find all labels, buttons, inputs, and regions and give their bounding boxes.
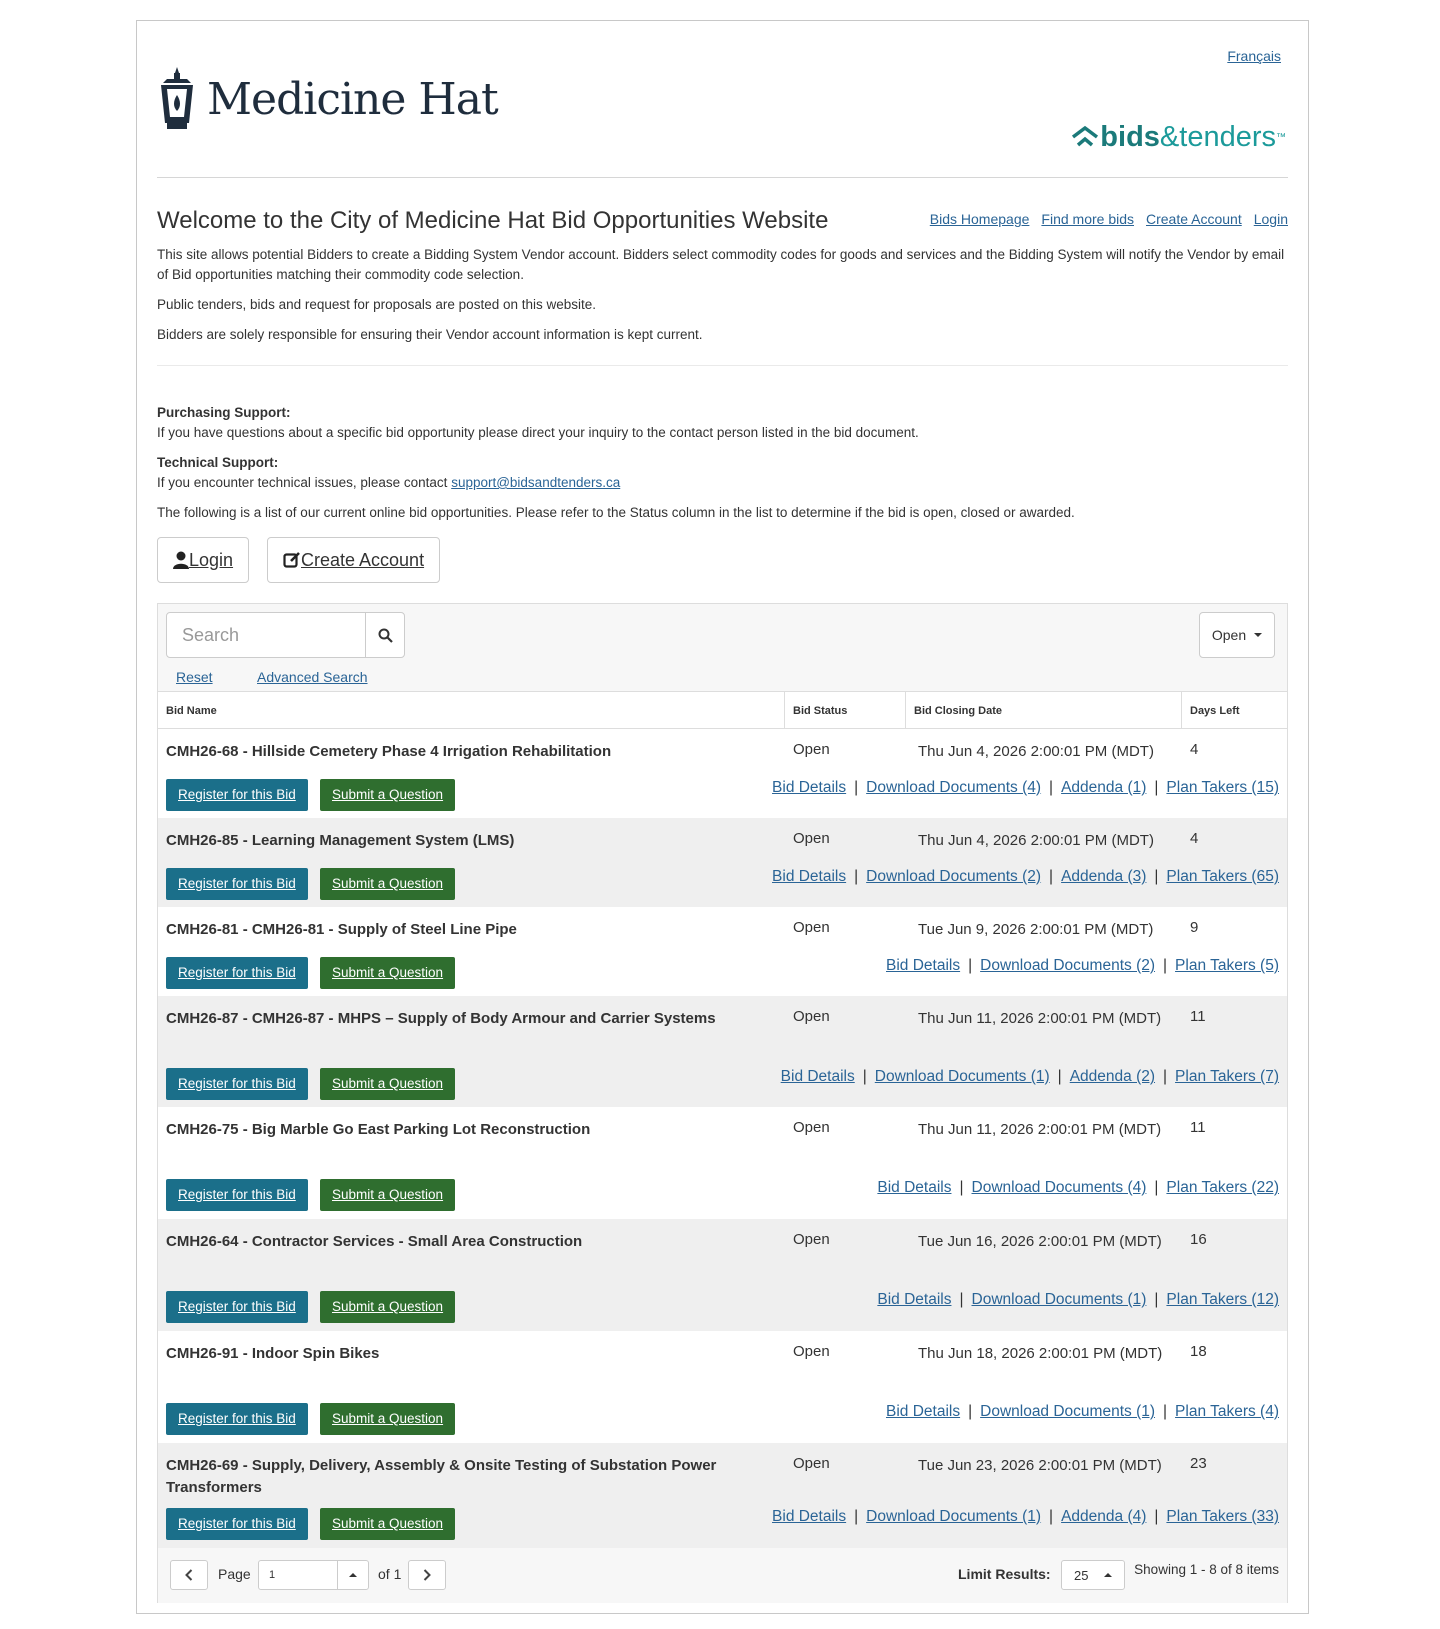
chevron-right-icon [423,1569,431,1581]
bid-status: Open [793,1455,830,1472]
purchasing-support-text: If you have questions about a specific bid opportunity please direct your inquiry to the contact person listed in the bid document. [157,425,919,440]
page-frame [136,20,1309,1614]
bid-details-link[interactable]: Bid Details [772,779,847,796]
technical-support-line [157,473,1288,493]
addenda-link[interactable]: Addenda (3) [1061,868,1147,885]
bid-links: Bid Details | Download Documents (1) | Addenda (2) | Plan Takers (7) [780,1068,1279,1085]
col-days-left[interactable]: Days Left [1181,692,1291,730]
plan-takers-link[interactable]: Plan Takers (15) [1166,779,1279,796]
addenda-link[interactable]: Addenda (1) [1061,779,1147,796]
caret-up-icon [349,1573,357,1577]
intro-divider [157,365,1288,366]
page-number-spinner[interactable] [337,1560,369,1590]
download-documents-link[interactable]: Download Documents (4) [866,779,1042,796]
bid-details-link[interactable]: Bid Details [772,1508,847,1525]
submit-question-button[interactable]: Submit a Question [320,1403,455,1435]
bid-links: Bid Details | Download Documents (2) | Plan Takers (5) [886,957,1279,974]
bid-closing-date: Tue Jun 9, 2026 2:00:01 PM (MDT) [918,921,1154,938]
list-intro-text: The following is a list of our current online bid opportunities. Please refer to the Status column in the list to determine if the bid is open, closed or awarded. [157,505,1075,520]
next-page-button[interactable] [408,1560,446,1590]
chevron-down-icon [1254,633,1262,637]
edit-icon [283,551,301,569]
table-row [158,907,1287,996]
submit-question-button[interactable]: Submit a Question [320,1291,455,1323]
submit-question-button[interactable]: Submit a Question [320,1068,455,1100]
table-row [158,729,1287,818]
page-count-label: of 1 [378,1566,402,1582]
plan-takers-link[interactable]: Plan Takers (33) [1166,1508,1279,1525]
register-for-bid-button[interactable]: Register for this Bid [166,1291,308,1323]
language-link[interactable]: Français [1227,48,1281,64]
bid-days-left: 9 [1190,919,1199,936]
bid-details-link[interactable]: Bid Details [886,1403,961,1420]
showing-count: Showing 1 - 8 of 8 items [1134,1562,1279,1577]
bid-name: CMH26-91 - Indoor Spin Bikes [166,1345,380,1362]
login-link[interactable]: Login [1253,211,1288,227]
plan-takers-link[interactable]: Plan Takers (4) [1175,1403,1279,1420]
chevron-left-icon [185,1569,193,1581]
bid-status: Open [793,830,830,847]
download-documents-link[interactable]: Download Documents (1) [866,1508,1042,1525]
bid-days-left: 16 [1190,1231,1207,1248]
limit-results-label: Limit Results: [958,1566,1051,1582]
bid-links: Bid Details | Download Documents (4) | Addenda (1) | Plan Takers (15) [772,779,1279,796]
page-title: Welcome to the City of Medicine Hat Bid Opportunities Website [157,207,829,234]
bid-status: Open [793,919,830,936]
bid-links: Bid Details | Download Documents (4) | Plan Takers (22) [877,1179,1279,1196]
limit-results-select[interactable] [1061,1560,1125,1590]
bid-links: Bid Details | Download Documents (2) | Addenda (3) | Plan Takers (65) [772,868,1279,885]
search-button[interactable] [365,612,405,658]
logo-text: Medicine Hat [207,73,498,125]
register-for-bid-button[interactable]: Register for this Bid [166,779,308,811]
technical-support-title: Technical Support: [157,455,279,470]
bid-details-link[interactable]: Bid Details [877,1179,952,1196]
bt-logo-tm: ™ [1276,132,1286,143]
submit-question-button[interactable]: Submit a Question [320,957,455,989]
page-number-input[interactable]: 1 [258,1560,338,1590]
purchasing-support-title: Purchasing Support: [157,405,291,420]
register-for-bid-button[interactable]: Register for this Bid [166,1403,308,1435]
bid-links: Bid Details | Download Documents (1) | Plan Takers (4) [886,1403,1279,1420]
login-button-label: Login [189,549,234,570]
bid-closing-date: Tue Jun 16, 2026 2:00:01 PM (MDT) [918,1233,1162,1250]
table-row [158,1331,1287,1443]
bid-closing-date: Thu Jun 11, 2026 2:00:01 PM (MDT) [918,1121,1162,1138]
page-label: Page [218,1566,251,1582]
bid-name: CMH26-64 - Contractor Services - Small Area Construction [166,1233,583,1250]
bid-name: CMH26-75 - Big Marble Go East Parking Lot Reconstruction [166,1121,591,1138]
bid-days-left: 11 [1190,1008,1206,1025]
table-header [158,691,1287,729]
bid-days-left: 23 [1190,1455,1207,1472]
bid-closing-date: Thu Jun 18, 2026 2:00:01 PM (MDT) [918,1345,1163,1362]
register-for-bid-button[interactable]: Register for this Bid [166,1508,308,1540]
register-for-bid-button[interactable]: Register for this Bid [166,1179,308,1211]
bid-list-panel [157,603,1288,1603]
search-input[interactable]: Search [166,612,366,658]
medicine-hat-logo[interactable] [157,65,498,133]
download-documents-link[interactable]: Download Documents (1) [971,1291,1147,1308]
create-account-button-label: Create Account [301,549,425,570]
bids-homepage-link[interactable]: Bids Homepage [929,211,1030,227]
top-links [930,211,1288,227]
intro-paragraph-3: Bidders are solely responsible for ensuring their Vendor account information is kept current. [157,327,703,342]
bid-closing-date: Thu Jun 4, 2026 2:00:01 PM (MDT) [918,832,1154,849]
submit-question-button[interactable]: Submit a Question [320,1508,455,1540]
register-for-bid-button[interactable]: Register for this Bid [166,868,308,900]
table-row [158,1219,1287,1331]
create-account-link[interactable]: Create Account [1146,211,1242,227]
submit-question-button[interactable]: Submit a Question [320,868,455,900]
submit-question-button[interactable]: Submit a Question [320,779,455,811]
login-button[interactable] [157,537,249,583]
submit-question-button[interactable]: Submit a Question [320,1179,455,1211]
create-account-button[interactable] [267,537,440,583]
bt-logo-bold: bids [1100,121,1160,153]
bid-days-left: 18 [1190,1343,1207,1360]
col-bid-status[interactable]: Bid Status [784,692,905,730]
addenda-link[interactable]: Addenda (4) [1061,1508,1147,1525]
plan-takers-link[interactable]: Plan Takers (65) [1166,868,1279,885]
header-divider [157,177,1288,178]
prev-page-button[interactable] [170,1560,208,1590]
search-icon [378,628,393,643]
plan-takers-link[interactable]: Plan Takers (22) [1166,1179,1279,1196]
status-filter-value: Open [1211,627,1247,643]
intro-paragraph-1: This site allows potential Bidders to create a Bidding System Vendor account. Bidders select commodity codes for goods and services and the Bidding System will notify the Vendor by email of Bid opportunities matching their commodity code selection. [157,247,1285,282]
bid-name: CMH26-68 - Hillside Cemetery Phase 4 Irrigation Rehabilitation [166,743,612,760]
bid-days-left: 11 [1190,1119,1206,1136]
bid-details-link[interactable]: Bid Details [877,1291,952,1308]
bid-days-left: 4 [1190,741,1199,758]
download-documents-link[interactable]: Download Documents (2) [866,868,1042,885]
bid-status: Open [793,1231,830,1248]
bid-links: Bid Details | Download Documents (1) | Plan Takers (12) [877,1291,1279,1308]
plan-takers-link[interactable]: Plan Takers (12) [1166,1291,1279,1308]
intro-paragraph-2: Public tenders, bids and request for proposals are posted on this website. [157,297,597,312]
register-for-bid-button[interactable]: Register for this Bid [166,1068,308,1100]
table-row [158,1443,1287,1548]
find-more-bids-link[interactable]: Find more bids [1041,211,1134,227]
download-documents-link[interactable]: Download Documents (2) [980,957,1156,974]
bid-details-link[interactable]: Bid Details [772,868,847,885]
lantern-icon [157,65,197,133]
bid-details-link[interactable]: Bid Details [886,957,961,974]
user-icon [173,551,189,569]
reset-link[interactable]: Reset [176,669,213,685]
bid-name: CMH26-87 - CMH26-87 - MHPS – Supply of Body Armour and Carrier Systems [166,1010,716,1027]
limit-results-value: 25 [1074,1567,1089,1583]
download-documents-link[interactable]: Download Documents (1) [874,1068,1050,1085]
advanced-search-link[interactable]: Advanced Search [257,669,368,685]
addenda-link[interactable]: Addenda (2) [1069,1068,1156,1085]
col-bid-closing-date[interactable]: Bid Closing Date [905,692,1181,730]
bid-name: CMH26-85 - Learning Management System (LMS) [166,832,515,849]
technical-support-text: If you encounter technical issues, please contact [157,475,452,490]
table-row [158,818,1287,907]
table-row [158,1107,1287,1219]
bid-status: Open [793,1343,830,1360]
bid-closing-date: Thu Jun 11, 2026 2:00:01 PM (MDT) [918,1010,1162,1027]
bid-days-left: 4 [1190,830,1199,847]
bid-closing-date: Tue Jun 23, 2026 2:00:01 PM (MDT) [918,1457,1162,1474]
bid-links: Bid Details | Download Documents (1) | Addenda (4) | Plan Takers (33) [772,1508,1279,1525]
bid-status: Open [793,741,830,758]
pagination-bar [158,1548,1287,1603]
col-bid-name[interactable]: Bid Name [166,705,217,717]
plan-takers-link[interactable]: Plan Takers (5) [1175,957,1279,974]
bids-and-tenders-logo[interactable] [1070,121,1286,154]
plan-takers-link[interactable]: Plan Takers (7) [1175,1068,1279,1085]
support-email-link[interactable]: support@bidsandtenders.ca [451,475,621,490]
bid-name: CMH26-69 - Supply, Delivery, Assembly & Onsite Testing of Substation Power Transformers [166,1457,717,1496]
download-documents-link[interactable]: Download Documents (4) [971,1179,1147,1196]
status-filter-dropdown[interactable] [1199,612,1275,658]
double-chevron-up-icon [1070,125,1100,151]
caret-up-icon [1104,1573,1112,1577]
bid-details-link[interactable]: Bid Details [780,1068,855,1085]
bid-status: Open [793,1008,830,1025]
bid-status: Open [793,1119,830,1136]
register-for-bid-button[interactable]: Register for this Bid [166,957,308,989]
bid-closing-date: Thu Jun 4, 2026 2:00:01 PM (MDT) [918,743,1154,760]
table-row [158,996,1287,1107]
bid-name: CMH26-81 - CMH26-81 - Supply of Steel Line Pipe [166,921,517,938]
bt-logo-rest: &tenders [1159,121,1276,153]
download-documents-link[interactable]: Download Documents (1) [980,1403,1156,1420]
